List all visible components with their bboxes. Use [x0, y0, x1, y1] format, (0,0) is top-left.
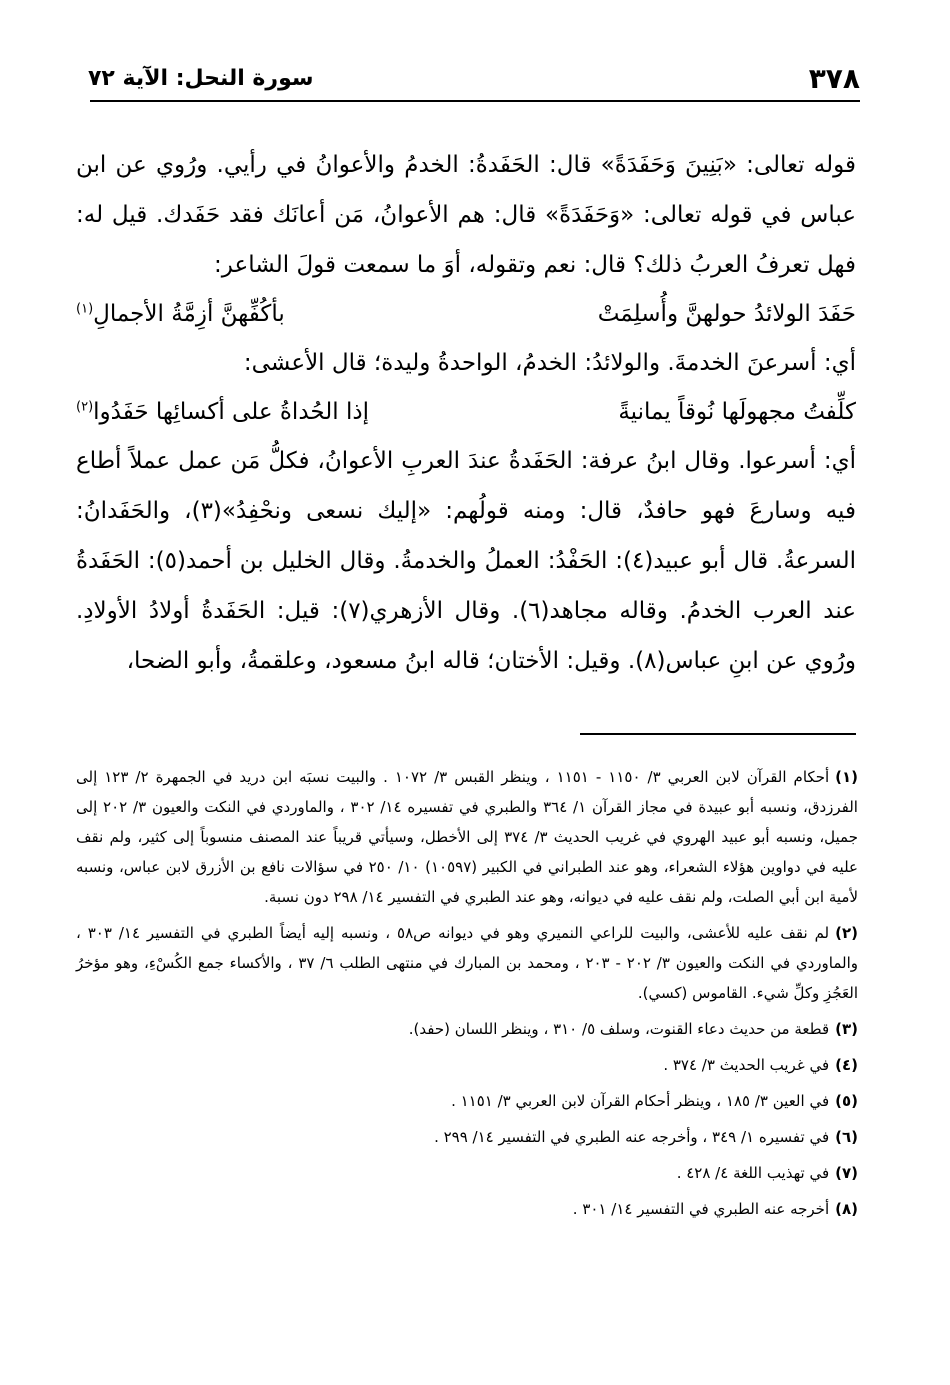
- footnote-text: أحكام القرآن لابن العربي ٣/ ١١٥٠ - ١١٥١ ، وينظر القبس ٣/ ١٠٧٢ . والبيت نسبَه ابن دريد في الجمهرة ٢/ ١٢٣ إلى الفرزدق، ونسبه أبو عبيدة في مجاز القرآن ١/ ٣٦٤ والطبري في تفسيره ١٤/ ٣٠٢ ، والماوردي في النكت والعيون ٣/ ٢٠٢ إلى جميل، ونسبه أبو عبيد الهروي في غريب الحديث ٣/ ٣٧٤ إلى الأخطل، وسيأتي قريباً عند المصنف منسوباً إلى كثير، ولم نقف عليه في دواوين هؤلاء الشعراء، وهو عند الطبراني في الكبير (١٠٥٩٧) ١٠/ ٢٥٠ في سؤالات نافع بن الأزرق لابن عباس، ونسبه لأمية ابن أبي الصلت، ولم نقف عليه في ديوانه، وهو عند الطبري في التفسير ١٤/ ٢٩٨ دون نسبة.: [76, 768, 859, 906]
- footnote-text: قطعة من حديث دعاء القنوت، وسلف ٥/ ٣١٠ ، وينظر اللسان (حفد).: [408, 1020, 830, 1038]
- verse-2-first-hemistich: [618, 388, 856, 436]
- footnote-text: في تفسيره ١/ ٣٤٩ ، وأخرجه عنه الطبري في التفسير ١٤/ ٢٩٩ .: [434, 1128, 830, 1146]
- footnotes: [76, 762, 858, 1230]
- footnote-text: في غريب الحديث ٣/ ٣٧٤ .: [663, 1056, 830, 1074]
- footnote-number: (٣): [835, 1020, 858, 1038]
- footnote-ref-1[interactable]: (١): [76, 301, 94, 317]
- paragraph-3: أي: أسرعوا. وقال ابنُ عرفة: الحَفَدةُ عندَ العربِ الأعوانُ، فكلُّ مَن عمل عملاً أطاع فيه وسارعَ فهو حافدٌ، قال: ومنه قولُهم: «إليك نسعى ونحْفِدُ»(٣)، والحَفَدانُ: السرعةُ. قال أبو عبيد(٤): الحَفْدُ: العملُ والخدمةُ. وقال الخليل بن أحمد(٥): الحَفَدةُ عند العرب الخدمُ. وقاله مجاهد(٦). وقال الأزهري(٧): قيل: الحَفَدةُ أولادُ الأولادِ. ورُوي عن ابنِ عباس(٨). وقيل: الأختان؛ قاله ابنُ مسعود، وعلقمةُ، وأبو الضحا،: [76, 448, 856, 674]
- page-header: [88, 62, 860, 96]
- footnote-1: [76, 762, 858, 912]
- verse-2: [76, 388, 856, 436]
- paragraph-2: أي: أسرعنَ الخدمةَ. والولائدُ: الخدمُ، الواحدةُ وليدة؛ قال الأعشى:: [243, 350, 856, 376]
- footnote-text: أخرجه عنه الطبري في التفسير ١٤/ ٣٠١ .: [572, 1200, 830, 1218]
- footnote-number: (٦): [835, 1128, 858, 1146]
- paragraph-1: قوله تعالى: «بَنِينَ وَحَفَدَةً» قال: الحَفَدةُ: الخدمُ والأعوانُ في رأيي. ورُوي عن ابن عباس في قوله تعالى: «وَحَفَدَةً» قال: هم الأعوانُ، مَن أعانَك فقد حَفَدك. قيل له: فهل تعرفُ العربُ ذلك؟ قال: نعم وتقوله، أوَ ما سمعت قولَ الشاعر:: [76, 152, 856, 278]
- footnote-number: (٧): [835, 1164, 858, 1182]
- verse-1-first-hemistich: [598, 290, 856, 338]
- verse-1: [76, 290, 856, 338]
- footnote-text: في العين ٣/ ١٨٥ ، وينظر أحكام القرآن لابن العربي ٣/ ١١٥١ .: [451, 1092, 830, 1110]
- footnote-3: [76, 1014, 858, 1044]
- footnote-5: [76, 1086, 858, 1116]
- footnote-separator: [580, 733, 856, 735]
- footnote-number: (٨): [835, 1200, 858, 1218]
- verse-2-first-text: كلِّفتُ مجهولَها نُوقاً يمانيةً: [618, 399, 856, 425]
- footnote-7: [76, 1158, 858, 1188]
- verse-2-second-hemistich: [76, 388, 369, 436]
- footnote-number: (١): [835, 768, 859, 786]
- running-title: سورة النحل: الآية ٧٢: [88, 66, 314, 91]
- footnote-number: (٢): [835, 924, 858, 942]
- footnote-4: [76, 1050, 858, 1080]
- footnote-8: [76, 1194, 858, 1224]
- footnote-text: لم نقف عليه للأعشى، والبيت للراعي النميري وهو في ديوانه ص٥٨ ، ونسبه إليه أيضاً الطبري في التفسير ١٤/ ٣٠٣ ، والماوردي في النكت والعيون ٣/ ٢٠٢ - ٢٠٣ ، ومحمد بن المبارك في منتهى الطلب ٦/ ٣٧ ، والأكساء جمع الكُسْءِ، وهو مؤخرُ العَجُزِ وكلِّ شيء. القاموس (كسي).: [76, 924, 859, 1002]
- main-text: [76, 140, 856, 686]
- footnote-text: في تهذيب اللغة ٤/ ٤٢٨ .: [676, 1164, 830, 1182]
- footnote-ref-2[interactable]: (٢): [76, 399, 94, 415]
- verse-1-first-text: حَفَدَ الولائدُ حولهنَّ وأُسلِمَتْ: [597, 301, 856, 327]
- header-rule: [90, 100, 860, 102]
- verse-1-second-hemistich: [76, 290, 285, 338]
- verse-1-second-text: بأكُفِّهنَّ أزِمَّةُ الأجمالِ: [93, 301, 285, 327]
- page-number: ٣٧٨: [808, 62, 860, 95]
- verse-2-second-text: إذا الحُداةُ على أكسائِها حَفَدُوا: [93, 399, 369, 425]
- footnote-2: [76, 918, 858, 1008]
- footnote-number: (٤): [835, 1056, 858, 1074]
- footnote-number: (٥): [835, 1092, 858, 1110]
- footnote-6: [76, 1122, 858, 1152]
